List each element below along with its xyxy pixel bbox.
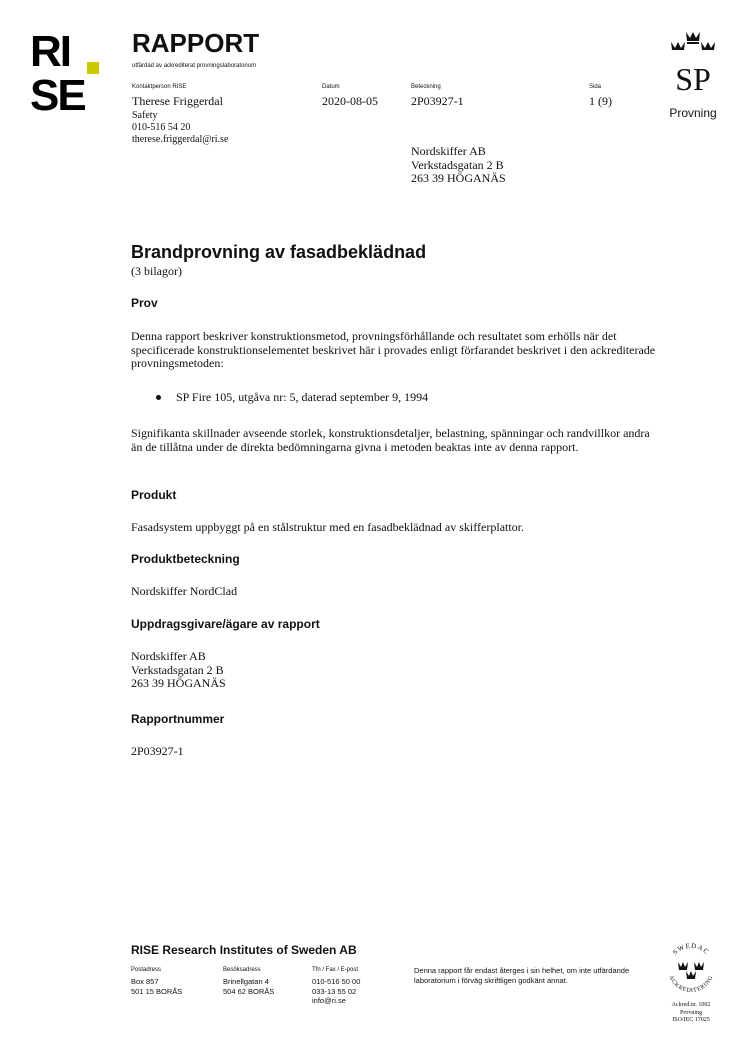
accreditation-standard: ISO/IEC 17025 [672, 1017, 710, 1023]
postal-line2: 501 15 BORÅS [131, 986, 183, 996]
contact-email: therese.friggerdal@ri.se [132, 134, 229, 145]
report-title: RAPPORT [132, 28, 260, 58]
visit-line1: Brinellgatan 4 [223, 977, 269, 986]
swedac-top-text: SWEDAC [671, 941, 711, 957]
report-number-value: 2P03927-1 [131, 744, 184, 758]
date-value: 2020-08-05 [322, 94, 378, 108]
footer-fax: 033-13 55 02 [312, 986, 357, 996]
sp-logo [662, 28, 724, 124]
page-label: Sida [589, 84, 602, 90]
svg-text:SWEDAC [671, 942, 711, 957]
contact-label: Kontaktperson RISE [132, 84, 187, 90]
visit-label: Besöksadress [223, 967, 261, 973]
postal-label: Postadress [131, 967, 162, 973]
rise-logo-accent-square [87, 62, 99, 74]
visit-line2: 504 62 BORÅS [223, 986, 275, 996]
footer-phone: 010-516 50 00 [312, 977, 361, 986]
client-line1: Nordskiffer AB [131, 649, 206, 663]
footer-email: info@ri.se [312, 996, 346, 1005]
contact-dept: Safety [132, 110, 158, 121]
footer-contact [312, 966, 360, 1006]
client-line3: 263 39 HÖGANÄS [131, 676, 226, 690]
footer-notice: Denna rapport får endast återges i sin helhet, om inte utfärdande laboratorium i förväg skriftligen godkänt annat. [414, 966, 630, 985]
bullet-icon [156, 395, 161, 400]
accreditation-number: Ackred.nr. 1002 [671, 1002, 711, 1008]
rise-logo [30, 27, 100, 122]
three-crowns-icon [669, 28, 717, 52]
contact-name: Therese Friggerdal [132, 94, 223, 108]
client-line2: Verkstadsgatan 2 B [131, 662, 224, 677]
date-label: Datum [322, 84, 340, 90]
produkt-paragraph: Fasadsystem uppbyggt på en stålstruktur med en fasadbeklädnad av skifferplattor. [131, 520, 525, 534]
section-heading-prov: Prov [131, 296, 158, 310]
contact-info-label: Tfn / Fax / E-post [312, 967, 359, 973]
footer-organization: RISE Research Institutes of Sweden AB [131, 943, 357, 957]
accreditation-info [652, 1002, 730, 1025]
reference-value: 2P03927-1 [411, 94, 464, 108]
test-method-item: SP Fire 105, utgåva nr: 5, daterad september 9, 1994 [176, 390, 429, 404]
section-heading-rapportnummer: Rapportnummer [131, 712, 225, 726]
section-heading-produkt: Produkt [131, 488, 177, 502]
footer-postal [131, 966, 182, 996]
swedac-seal-icon [660, 938, 722, 1000]
footer-visit [223, 966, 274, 996]
annex-count: (3 bilagor) [131, 264, 182, 278]
report-subtitle: utfärdad av ackrediterat provningslaboratorium [132, 63, 257, 69]
recipient-line1: Nordskiffer AB [411, 144, 486, 158]
prov-paragraph: Denna rapport beskriver konstruktionsmetod, provningsförhållande och resultatet som erhölls när det specificerade konstruktionselementet beskrivet här i provades enligt förfarandet beskrivet i den ackrediterade provningsmetoden: [131, 329, 656, 370]
section-heading-produktbeteckning: Produktbeteckning [131, 552, 240, 566]
recipient-address [411, 145, 506, 186]
document-heading: Brandprovning av fasadbeklädnad [131, 242, 427, 262]
produktbeteckning-value: Nordskiffer NordClad [131, 584, 238, 598]
postal-line1: Box 857 [131, 977, 159, 986]
sp-logo-caption: Provning [669, 106, 717, 120]
page-value: 1 (9) [589, 94, 612, 108]
contact-phone: 010-516 54 20 [132, 122, 191, 133]
client-address [131, 650, 661, 691]
rise-logo-line2: SE [30, 71, 85, 120]
accreditation-type: Provning [679, 1009, 702, 1016]
rise-logo-line1: RI [30, 27, 70, 76]
section-heading-uppdragsgivare: Uppdragsgivare/ägare av rapport [131, 617, 320, 631]
sp-logo-text: SP [675, 61, 711, 97]
prov-paragraph-2: Signifikanta skillnader avseende storlek, konstruktionsdetaljer, belastning, spänningar och randvillkor andra än de tillåtna under de direkta bedömningarna givna i metoden beaktas inte av denna rapport. [131, 426, 650, 454]
reference-label: Beteckning [411, 84, 441, 90]
swedac-bottom-text: ACKREDITERING [667, 974, 715, 995]
recipient-line2: Verkstadsgatan 2 B [411, 157, 504, 172]
recipient-line3: 263 39 HÖGANÄS [411, 171, 506, 185]
